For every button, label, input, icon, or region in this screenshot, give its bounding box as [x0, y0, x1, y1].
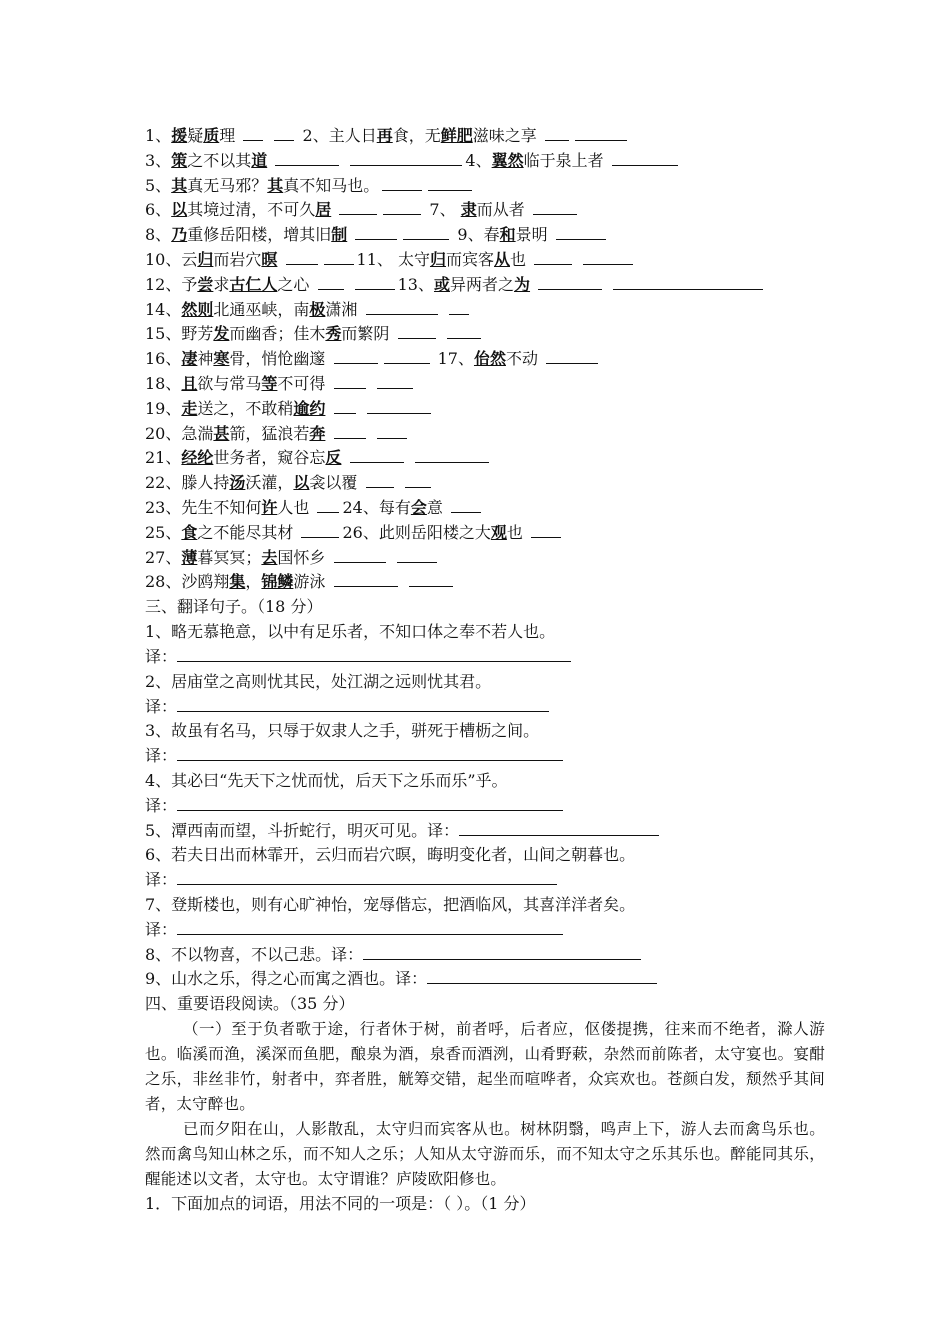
vocab-text: 5、 [145, 175, 172, 195]
vocab-line [145, 347, 825, 372]
key-word: 甚 [213, 423, 230, 443]
key-word: 乃 [171, 225, 188, 245]
vocab-text [439, 324, 444, 343]
vocab-line [145, 298, 825, 323]
key-word: 走 [181, 398, 198, 418]
answer-blank[interactable] [538, 275, 602, 290]
answer-blank[interactable] [334, 572, 398, 587]
vocab-text: 18、 [145, 373, 182, 393]
answer-blank[interactable] [318, 275, 344, 290]
translation-line [145, 744, 825, 769]
vocab-text: 而岩穴 [213, 249, 262, 269]
key-word: 隶 [460, 200, 477, 220]
vocab-text [325, 399, 330, 418]
vocab-text: 19、 [145, 398, 182, 418]
translation-section [145, 620, 825, 992]
answer-blank[interactable] [377, 424, 407, 439]
translation-line [145, 943, 825, 968]
vocab-line [145, 322, 825, 347]
answer-blank[interactable] [403, 225, 449, 240]
key-word: 集 [229, 572, 246, 592]
vocab-text [331, 200, 336, 219]
translation-line [145, 769, 825, 794]
translation-text: 9、山水之乐，得之心而寓之酒也。译： [145, 969, 428, 989]
answer-blank[interactable] [350, 151, 462, 166]
vocab-text: 20、急湍 [145, 423, 214, 443]
vocab-text: 6、 [145, 200, 172, 220]
vocab-text: 临于泉上者 [523, 150, 609, 170]
vocab-text: 4、 [465, 150, 492, 170]
translation-line [145, 645, 825, 670]
vocab-line [145, 521, 825, 546]
key-word: 食 [181, 522, 198, 542]
translation-blank[interactable] [427, 969, 657, 984]
answer-blank[interactable] [334, 548, 386, 563]
vocab-text: 游泳 [293, 572, 331, 592]
vocab-text: 食，无 [392, 126, 441, 145]
vocab-text: 理 [219, 126, 241, 145]
answer-blank[interactable] [334, 424, 366, 439]
vocab-line [145, 149, 825, 174]
vocab-line [145, 422, 825, 447]
key-word: 道 [251, 150, 268, 170]
answer-blank[interactable] [377, 374, 413, 389]
key-word: 居 [315, 200, 332, 220]
vocab-text: 之不能尽其材 [197, 522, 299, 542]
key-word: 锦鳞 [261, 572, 294, 592]
answer-blank[interactable] [613, 275, 763, 290]
translation-text: 3、故虽有名马，只辱于奴隶人之手，骈死于槽枥之间。 [145, 721, 540, 741]
vocab-text: 而宾客 [445, 249, 494, 269]
vocab-text: 16、 [145, 349, 182, 369]
key-word: 为 [514, 274, 531, 294]
vocab-text: 意 [426, 497, 448, 517]
key-word: 归 [197, 249, 214, 269]
vocab-text: 13、 [397, 274, 434, 294]
answer-blank[interactable] [275, 151, 339, 166]
key-word: 会 [410, 497, 427, 517]
key-word: 以 [293, 473, 310, 493]
key-word: 许 [261, 497, 278, 517]
vocab-text: 人也 [277, 497, 315, 517]
key-word: 归 [429, 249, 446, 269]
answer-blank[interactable] [324, 250, 354, 265]
answer-blank[interactable] [415, 448, 489, 463]
vocab-text [342, 151, 347, 170]
key-word: 寒 [213, 349, 230, 369]
translation-text: 4、其必曰“先天下之忧而忧，后天下之乐而乐”乎。 [145, 770, 508, 790]
key-word: 奔 [309, 423, 326, 443]
vocab-text: 送之，不敢稍 [197, 398, 294, 418]
answer-blank[interactable] [274, 126, 294, 141]
key-word: 汤 [229, 473, 246, 493]
vocab-text: 异两者之 [450, 274, 515, 294]
answer-blank[interactable] [301, 523, 339, 538]
vocab-text: 欲与常马 [197, 373, 262, 393]
answer-blank[interactable] [451, 498, 481, 513]
answer-blank[interactable] [612, 151, 678, 166]
answer-blank[interactable] [286, 250, 318, 265]
vocab-text: 潇湘 [325, 299, 363, 319]
answer-blank[interactable] [447, 324, 481, 339]
vocab-text [266, 126, 271, 145]
vocab-text [267, 151, 272, 170]
vocab-text: 其境过清，不可久 [187, 200, 316, 220]
answer-blank[interactable] [398, 324, 436, 339]
vocab-line [145, 174, 825, 199]
key-word: 然则 [181, 299, 214, 319]
answer-blank[interactable] [556, 225, 606, 240]
translation-text: 7、登斯楼也，则有心旷神怡，宠辱偕忘，把酒临风，其喜洋洋者矣。 [145, 894, 636, 914]
vocab-text [397, 473, 402, 492]
reading-paragraph-2: 已而夕阳在山，人影散乱，太守归而宾客从也。树林阴翳，鸣声上下，游人去而禽鸟乐也。然而禽鸟知山林之乐，而不知人之乐；人知从太守游而乐，而不知太守之乐其乐也。醉能同其乐，醒能述以文者，太守也。太守谓谁？庐陵欧阳修也。 [145, 1120, 825, 1189]
translation-blank[interactable] [177, 920, 563, 935]
vocab-text [605, 275, 610, 294]
vocab-text: 骨，悄怆幽邃 [229, 349, 331, 369]
answer-blank[interactable] [534, 250, 572, 265]
vocab-text: 沃灌， [245, 473, 294, 493]
vocab-text: 也 [506, 522, 528, 542]
translation-line [145, 893, 825, 918]
translation-line [145, 819, 825, 844]
key-word: 观 [490, 522, 507, 542]
key-word: 经纶 [181, 448, 214, 468]
key-word: 以 [171, 200, 188, 220]
answer-blank[interactable] [350, 448, 404, 463]
answer-blank[interactable] [583, 250, 633, 265]
answer-blank[interactable] [334, 399, 356, 414]
key-word: 其 [171, 175, 188, 195]
answer-blank[interactable] [355, 275, 395, 290]
translation-text: 译： [145, 696, 178, 716]
vocab-text [277, 250, 282, 269]
translation-text: 译： [145, 746, 178, 766]
answer-blank[interactable] [383, 200, 421, 215]
translation-line [145, 670, 825, 695]
key-word: 翼然 [491, 150, 524, 170]
reading-paragraph-1: （一）至于负者歌于途，行者休于树，前者呼，后者应，伛偻提携，往来而不绝者，滁人游也。临溪而渔，溪深而鱼肥，酿泉为酒，泉香而酒洌，山肴野蔌，杂然而前陈者，太守宴也。宴酣之乐，非丝非竹，射者中，弈者胜，觥筹交错，起坐而喧哗者，众宾欢也。苍颜白发，颓然乎其间者，太守醉也。 [145, 1020, 825, 1114]
vocab-text: 7、 [424, 200, 461, 220]
translation-text: 2、居庙堂之高则忧其民，处江湖之远则忧其君。 [145, 671, 492, 691]
vocab-line [145, 223, 825, 248]
answer-blank[interactable] [531, 523, 561, 538]
exam-page [145, 124, 825, 1217]
vocab-text [530, 275, 535, 294]
key-word: 策 [171, 150, 188, 170]
vocab-text [347, 225, 352, 244]
key-word: 极 [309, 299, 326, 319]
translation-blank[interactable] [177, 647, 571, 662]
answer-blank[interactable] [405, 473, 431, 488]
vocab-text [359, 399, 364, 418]
vocab-text: 之心 [277, 274, 315, 294]
key-word: 或 [433, 274, 450, 294]
key-word: 鲜肥 [440, 126, 473, 145]
vocab-text: 24、每有 [342, 497, 411, 517]
vocab-text [341, 448, 346, 467]
vocab-text: 12、予 [145, 274, 198, 294]
answer-blank[interactable] [243, 126, 263, 141]
key-word: 和 [499, 225, 516, 245]
translation-text: 译： [145, 646, 178, 666]
vocab-text [389, 548, 394, 567]
vocab-text [369, 374, 374, 393]
key-word: 发 [213, 324, 230, 344]
vocab-text: 国怀乡 [277, 547, 331, 567]
key-word: 且 [181, 373, 198, 393]
vocab-text: 景明 [515, 225, 553, 245]
key-word: 其 [267, 175, 284, 195]
vocab-text: 11、 太守 [356, 249, 430, 269]
answer-blank[interactable] [533, 200, 577, 215]
vocab-text: 衾以覆 [309, 473, 363, 493]
vocab-text: 15、野芳 [145, 324, 214, 344]
translation-line [145, 620, 825, 645]
vocab-line [145, 471, 825, 496]
vocab-text: 而繁阴 [341, 324, 395, 344]
answer-blank[interactable] [366, 300, 438, 315]
key-word: 秀 [325, 324, 342, 344]
answer-blank[interactable] [334, 374, 366, 389]
answer-blank[interactable] [367, 399, 431, 414]
key-word: 制 [331, 225, 348, 245]
translation-text: 5、潭西南而望，斗折蛇行，明灭可见。译： [145, 820, 460, 840]
vocab-text: 重修岳阳楼，增其旧 [187, 225, 332, 245]
answer-blank[interactable] [409, 572, 453, 587]
vocab-text [325, 424, 330, 443]
key-word: 凄 [181, 349, 198, 369]
translation-blank[interactable] [459, 821, 659, 836]
answer-blank[interactable] [545, 126, 569, 141]
answer-blank[interactable] [317, 498, 339, 513]
translation-line [145, 918, 825, 943]
vocab-text: 25、 [145, 522, 182, 542]
vocab-text: 1、 [145, 126, 172, 145]
vocab-text [441, 300, 446, 319]
vocab-line [145, 273, 825, 298]
translation-line [145, 843, 825, 868]
vocab-line [145, 198, 825, 223]
key-word: 薄 [181, 547, 198, 567]
vocab-text [401, 572, 406, 591]
vocab-text: 不动 [505, 349, 544, 369]
key-word: 逾约 [293, 398, 326, 418]
vocab-line [145, 546, 825, 571]
key-word: 佁然 [473, 349, 506, 369]
vocab-text: ， [245, 572, 262, 592]
vocab-text: 27、 [145, 547, 182, 567]
translation-blank[interactable] [363, 945, 641, 960]
translation-line [145, 794, 825, 819]
vocab-text: 3、 [145, 150, 172, 170]
vocab-text: 而幽香；佳木 [229, 324, 326, 344]
key-word: 反 [325, 448, 342, 468]
answer-blank[interactable] [575, 126, 627, 141]
answer-blank[interactable] [382, 176, 422, 191]
key-word: 再 [376, 126, 393, 145]
vocab-text: 26、此则岳阳楼之大 [342, 522, 491, 542]
vocab-text: 真不知马也。 [283, 175, 380, 195]
answer-blank[interactable] [428, 176, 472, 191]
answer-blank[interactable] [339, 200, 377, 215]
key-word: 去 [261, 547, 278, 567]
vocab-line [145, 570, 825, 595]
answer-blank[interactable] [355, 225, 397, 240]
vocab-text: 23、先生不知何 [145, 497, 262, 517]
vocab-text: 也 [510, 249, 532, 269]
answer-blank[interactable] [449, 300, 469, 315]
vocab-text: 之不以其 [187, 150, 252, 170]
vocab-line [145, 124, 825, 149]
section4-title: 四、重要语段阅读。（35 分） [145, 994, 355, 1014]
translation-text: 译： [145, 870, 178, 890]
vocab-text: 22、滕人持 [145, 473, 230, 493]
answer-blank[interactable] [546, 349, 598, 364]
vocab-line [145, 496, 825, 521]
vocab-line [145, 397, 825, 422]
translation-text: 8、不以物喜，不以己悲。译： [145, 944, 364, 964]
vocab-text: 不可得 [277, 373, 331, 393]
vocab-text: 9、春 [452, 225, 500, 245]
translation-blank[interactable] [177, 870, 557, 885]
vocab-line [145, 248, 825, 273]
vocab-text: 真无马邪？ [187, 175, 268, 195]
vocab-text: 疑 [187, 126, 204, 145]
translation-text: 1、略无慕艳意，以中有足乐者，不知口体之奉不若人也。 [145, 622, 556, 642]
translation-text: 译： [145, 919, 178, 939]
vocab-text: 求 [213, 274, 230, 294]
vocab-text [575, 250, 580, 269]
key-word: 古仁人 [229, 274, 278, 294]
vocab-text: 北通巫峡，南 [213, 299, 310, 319]
translation-blank[interactable] [177, 796, 563, 811]
vocab-text [407, 448, 412, 467]
vocab-text [347, 275, 352, 294]
key-word: 暝 [261, 249, 278, 269]
translation-line [145, 967, 825, 992]
vocab-text: 14、 [145, 299, 182, 319]
vocab-text: 滋味之享 [472, 126, 542, 145]
vocab-text [369, 424, 374, 443]
vocab-text: 28、沙鸥翔 [145, 572, 230, 592]
vocab-text: 21、 [145, 448, 182, 468]
vocab-text: 神 [197, 349, 214, 369]
translation-line [145, 695, 825, 720]
translation-blank[interactable] [177, 746, 563, 761]
vocab-text: 8、 [145, 225, 172, 245]
translation-line [145, 719, 825, 744]
key-word: 从 [494, 249, 511, 269]
answer-blank[interactable] [334, 349, 378, 364]
reading-question-1: 1．下面加点的词语，用法不同的一项是：（ ）。（1 分） [145, 1194, 536, 1214]
vocab-line [145, 446, 825, 471]
translation-text: 译： [145, 795, 178, 815]
key-word: 尝 [197, 274, 214, 294]
answer-blank[interactable] [384, 349, 430, 364]
vocab-text: 世务者，窥谷忘 [213, 448, 326, 468]
vocab-text: 10、云 [145, 249, 198, 269]
translation-line [145, 868, 825, 893]
key-word: 质 [203, 126, 220, 145]
vocab-text: 暮冥冥； [197, 547, 262, 567]
answer-blank[interactable] [397, 548, 437, 563]
answer-blank[interactable] [366, 473, 394, 488]
vocab-text: 17、 [432, 349, 474, 369]
section3-title: 三、翻译句子。（18 分） [145, 597, 323, 617]
translation-blank[interactable] [177, 697, 549, 712]
vocab-text: 2、主人日 [297, 126, 377, 145]
vocab-text: 而从者 [476, 200, 530, 220]
vocab-section [145, 124, 825, 595]
vocab-line [145, 372, 825, 397]
vocab-text: 箭，猛浪若 [229, 423, 310, 443]
key-word: 援 [171, 126, 188, 145]
key-word: 等 [261, 373, 278, 393]
translation-text: 6、若夫日出而林霏开，云归而岩穴暝，晦明变化者，山间之朝暮也。 [145, 845, 636, 865]
